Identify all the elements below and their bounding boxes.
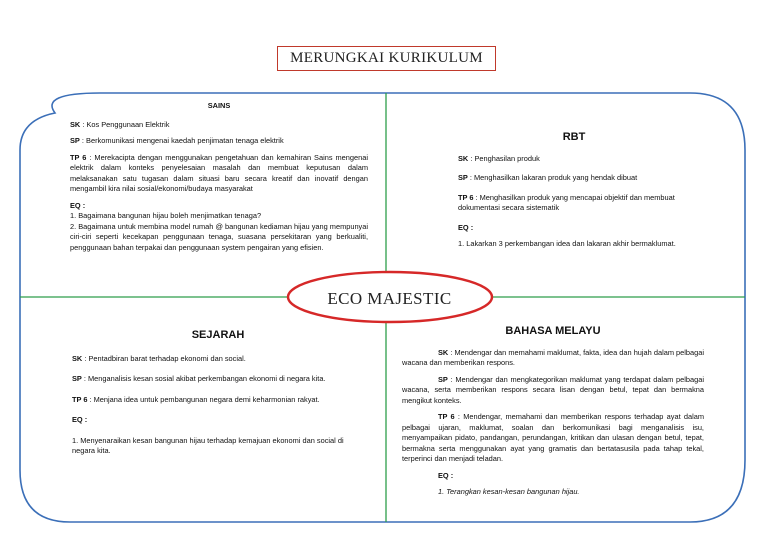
sejarah-tp-label: TP 6	[72, 394, 88, 404]
bm-quadrant	[402, 324, 704, 504]
rbt-sp-label: SP	[458, 173, 468, 183]
sejarah-tp-text: : Menjana idea untuk pembangunan negara demi keharmonian rakyat.	[89, 394, 320, 404]
bm-sp-text: : Mendengar dan mengkategorikan maklumat yang terdapat dalam pelbagai wacana, serta memberikan respons secara lisan dengan betul, tepat dan bermakna mengikut konteks.	[402, 374, 704, 405]
sains-eq-1: 1. Bagaimana bangunan hijau boleh menjimatkan tenaga?	[70, 211, 262, 221]
rbt-eq-label: EQ :	[458, 222, 474, 232]
sains-eq-2: 2. Bagaimana untuk membina model rumah @ bangunan kediaman hijau yang mempunyai ciri-ciri seperti kecekapan penggunaan tenaga, suasana persekitaran yang berkualiti, penggunaan bahan terpakai dan penggunaan system pengairan yang efisien.	[70, 221, 368, 252]
sains-sp-text: : Berkomunikasi mengenai kaedah penjimatan tenaga elektrik	[81, 136, 284, 146]
rbt-quadrant	[458, 130, 690, 256]
sejarah-eq-label: EQ :	[72, 415, 88, 425]
sains-heading: SAINS	[207, 101, 231, 110]
sains-tp-text: : Merekacipta dengan menggunakan pengetahuan dan kemahiran Sains mengenai elektrik dalam konteks penyelesaian masalah dan membuat keputusan dalam melaksanakan satu tugasan dalam situasi baru secara kreatif dan inovatif dengan mengambil kira nilai sosial/ekonomi/budaya masyarakat	[70, 152, 368, 194]
bm-heading: BAHASA MELAYU	[505, 325, 601, 337]
sejarah-quadrant	[72, 328, 364, 463]
sejarah-eq-1: 1. Menyenaraikan kesan bangunan hijau terhadap kemajuan ekonomi dan social di negara kita.	[72, 435, 344, 456]
rbt-sk-text: : Penghasilan produk	[470, 153, 540, 163]
bm-sp-label: SP	[438, 374, 448, 384]
sains-sk-label: SK	[70, 119, 81, 129]
sejarah-heading: SEJARAH	[191, 329, 245, 341]
rbt-sk-label: SK	[458, 153, 469, 163]
sains-eq-label: EQ :	[70, 200, 86, 210]
sejarah-sp-label: SP	[72, 374, 82, 384]
sejarah-sp-text: : Menganalisis kesan sosial akibat perkembangan ekonomi di negara kita.	[83, 374, 326, 384]
sains-quadrant	[70, 101, 368, 253]
center-label: ECO MAJESTIC	[327, 289, 452, 308]
bm-sk-label: SK	[438, 347, 449, 357]
bm-sk-text: : Mendengar dan memahami maklumat, fakta, idea dan hujah dalam pelbagai wacana dan memberikan respons.	[402, 347, 704, 368]
page-title: MERUNGKAI KURIKULUM	[277, 46, 496, 71]
sejarah-sk-text: : Pentadbiran barat terhadap ekonomi dan social.	[84, 353, 246, 363]
rbt-sp-text: : Menghasilkan lakaran produk yang hendak dibuat	[469, 173, 638, 183]
rbt-tp-label: TP 6	[458, 192, 474, 202]
bm-eq-1: 1. Terangkan kesan-kesan bangunan hijau.	[438, 487, 580, 497]
rbt-eq-1: 1. Lakarkan 3 perkembangan idea dan lakaran akhir bermaklumat.	[458, 239, 676, 249]
bm-eq-label: EQ :	[438, 470, 454, 480]
sejarah-sk-label: SK	[72, 353, 83, 363]
sains-tp-label: TP 6	[70, 152, 87, 162]
rbt-heading: RBT	[562, 131, 586, 143]
sains-sk-text: : Kos Penggunaan Elektrik	[82, 119, 170, 129]
bm-tp-text: : Mendengar, memahami dan memberikan respons terhadap ayat dalam pelbagai ujaran, maklumat, soalan dan berkomunikasi bagi menganalisis isu, menyampaikan pidato, pandangan, perundangan, kritikan dan ulasan dengan betul, tepat, bermakna serta menggunakan ayat yang gramatis dan bertatasusila pada tahap tekal, terperinci dan menjadi teladan.	[402, 412, 704, 464]
bm-tp-label: TP 6	[438, 412, 455, 422]
sains-sp-label: SP	[70, 136, 80, 146]
rbt-tp-text: : Menghasilkan produk yang mencapai objektif dan membuat dokumentasi secara sistematik	[458, 192, 675, 213]
